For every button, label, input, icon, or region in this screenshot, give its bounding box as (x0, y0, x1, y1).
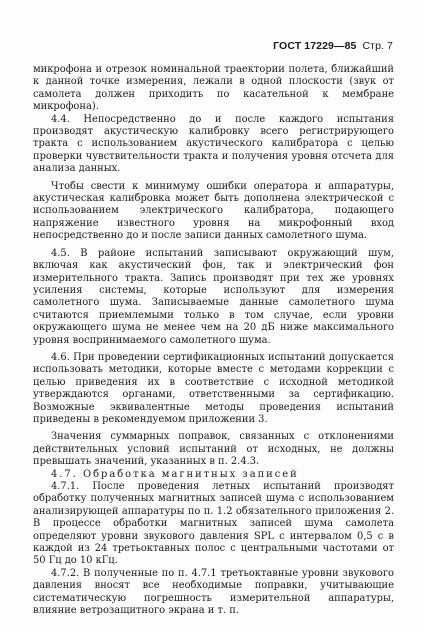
paragraph-4-6-corrections: Значения суммарных поправок, связанных с отклонениями действительных условий испытаний от исходных, не должны превышать значений, указанных в п. 2.4.3. (33, 431, 394, 468)
paragraph-4-7-1: 4.7.1. После проведения летных испытаний производят обработку полученных магнитных записей шума с использованием анализирующей аппаратуры по п. 1.2 обязательного приложения 2. В процессе обработки магнитных записей шума самолета определяют уровни звукового давления SPL с интервалом 0,5 с в каждой из 24 третьоктавных полос с центральными частотами от 50 Гц до 10 кГц. (33, 481, 394, 567)
paragraph-4-6: 4.6. При проведении сертификационных испытаний допускается использовать методики, которые вместе с методами коррекции с целью приведения их в соответствие с исходной методикой утверждаются органами, ответственными за сертификацию. Возможные эквивалентные методы проведения испытаний приведены в рекомендуемом приложении 3. (33, 351, 394, 425)
page-number: Стр. 7 (362, 40, 393, 52)
section-heading-4-7: 4.7. Обработка магнитных записей (51, 468, 299, 480)
body-text (33, 64, 394, 617)
paragraph-4-7-2: 4.7.2. В полученные по п. 4.7.1 третьоктавные уровни звукового давления вносят все необходимые поправки, учитывающие систематическую погрешность измерительной аппаратуры, влияние ветрозащитного экрана и т. п. (33, 567, 394, 617)
paragraph-4-4-calibration: Чтобы свести к минимуму ошибки оператора и аппаратуры, акустическая калибровка может быть дополнена электрической с использованием электрического калибратора, подающего напряжение известного уровня на микрофонный вход непосредственно до и после записи данных самолетного шума. (33, 180, 394, 242)
paragraph-4-5: 4.5. В районе испытаний записывают окружающий шум, включая как акустический фон, так и электрический фон измерительного тракта. Запись производят при тех же уровнях усиления системы, которые используют для измерения самолетного шума. Записываемые данные самолетного шума считаются приемлемыми только в том случае, если уровни окружающего шума не менее чем на 20 дБ ниже максимального уровня воспринимаемого самолетного шума. (33, 247, 394, 346)
standard-number: ГОСТ 17229—85 (273, 40, 357, 52)
paragraph-4-4: 4.4. Непосредственно до и после каждого испытания производят акустическую калибровку всего регистрирующего тракта с использованием акустического калибратора с целью проверки чувствительности тракта и получения уровня отсчета для анализа данных. (33, 113, 394, 175)
paragraph-continuation: микрофона и отрезок номинальной траектории полета, ближайший к данной точке измерения, лежали в одной плоскости (звук от самолета должен приходить по касательной к мембране микрофона). (33, 64, 394, 113)
page-header (273, 40, 393, 52)
